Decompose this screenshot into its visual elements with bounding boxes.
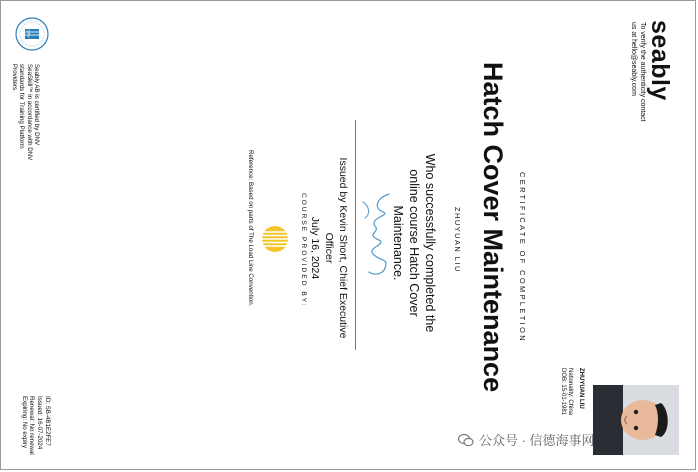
profile-name: ZHUYUAN LIU <box>578 368 584 409</box>
profile-dob: DOB: 15-01-1981 <box>560 368 566 416</box>
provider-sun-logo <box>258 224 292 254</box>
dnv-badge-icon <box>14 16 50 52</box>
dnv-badge-label: DNV <box>26 30 31 38</box>
issuer-and-date <box>308 143 350 353</box>
profile-photo <box>593 385 679 455</box>
signature-line <box>355 120 356 350</box>
course-provided-by-label: COURSE PROVIDED BY: <box>300 193 307 308</box>
profile-nationality: Nationality: China <box>567 368 573 416</box>
watermark <box>458 430 595 449</box>
completion-statement: Who successfully completed the online course Hatch Cover Maintenance. <box>391 153 437 333</box>
certificate-expiring: Expiring: No expiry <box>20 396 28 448</box>
issued-by-text: Issued by Kevin Short, Chief Executive Officer <box>323 157 349 339</box>
wechat-icon <box>458 432 474 448</box>
course-title: Hatch Cover Maintenance <box>478 62 508 393</box>
brand-logo: seably <box>646 20 674 101</box>
watermark-text: 公众号 · 信德海事网 <box>479 433 595 448</box>
certification-statement: Seably AB is certified by DNV SeaSkill™ in accordance with DNV standards for Training Platform Providers. <box>10 64 40 161</box>
certificate-of-completion-label: CERTIFICATE OF COMPLETION <box>518 172 527 344</box>
certificate-renewal: Renewal: No renewal <box>28 396 36 455</box>
certificate-id: ID: SB-4B1E2FE7 <box>44 396 51 446</box>
certificate-issued: Issued: 16-07-2024 <box>36 396 44 450</box>
recipient-name: ZHUYUAN LIU <box>453 207 462 273</box>
certificate-info <box>20 396 51 455</box>
issue-date: July 16, 2024 <box>309 216 321 280</box>
verify-contact-text: To verify the authenticity contact us at hello@seably.com <box>630 22 646 122</box>
signature <box>355 188 397 280</box>
reference-text: Reference: Based on parts of The Load Line Convention. <box>247 150 254 307</box>
profile-details <box>559 368 573 415</box>
